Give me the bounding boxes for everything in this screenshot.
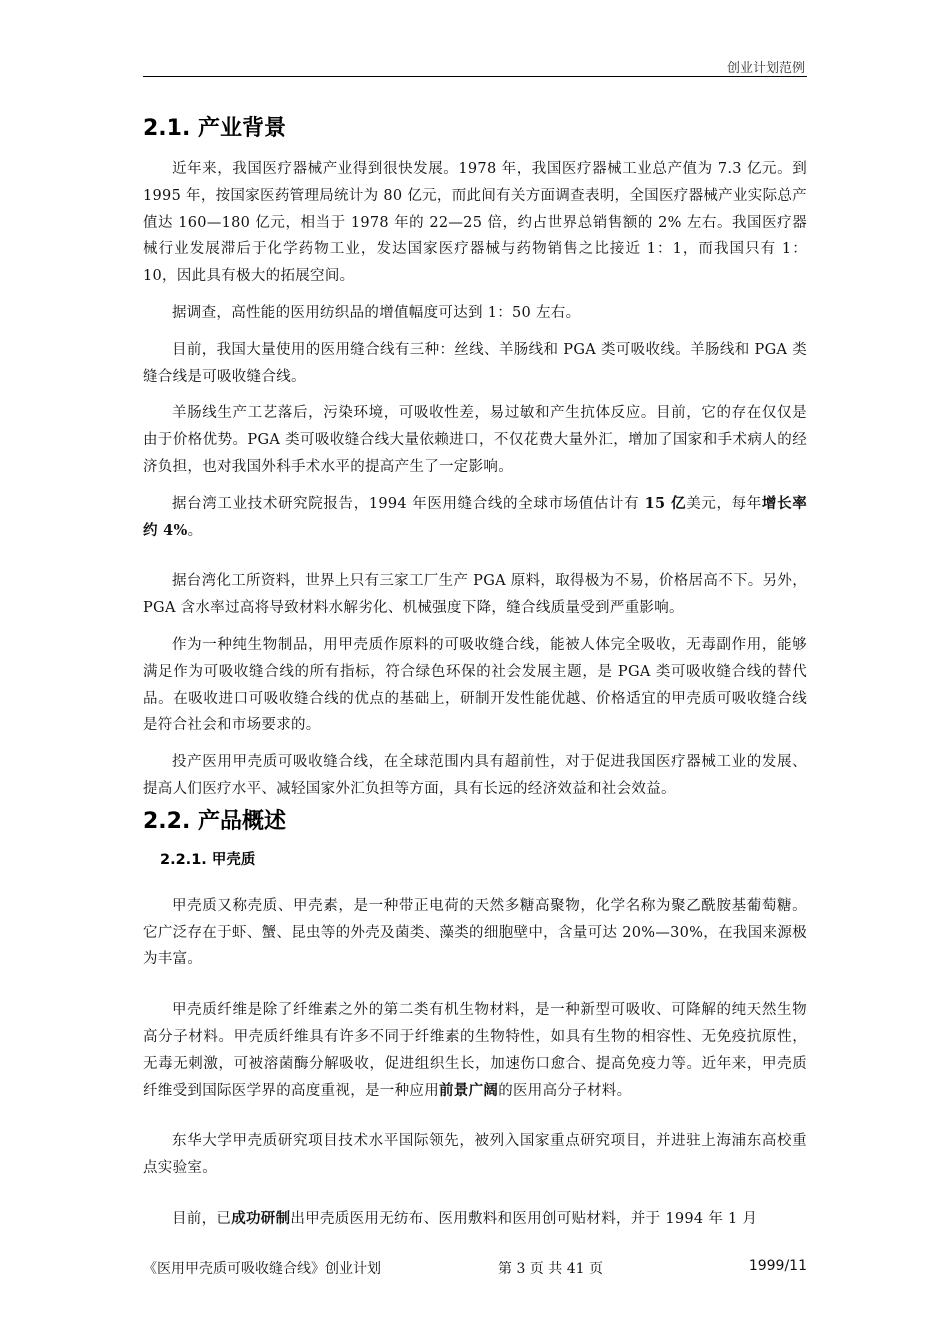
paragraph: 近年来，我国医疗器械产业得到很快发展。1978 年，我国医疗器械工业总产值为 7.3 亿元。到 1995 年，按国家医药管理局统计为 80 亿元，而此间有关方面调查表明，全国医疗器械产业实际总产值达 160—180 亿元，相当于 1978 年的 22—25 倍，约占世界总销售额的 2% 左右。我国医疗器械行业发展滞后于化学药物工业，发达国家医疗器械与药物销售之比接近 1：1，而我国只有 1：10，因此具有极大的拓展空间。 (143, 161, 807, 285)
paragraph-current-status (143, 1206, 807, 1233)
bold-text: 前景广阔 (439, 1081, 499, 1099)
running-header: 创业计划范例 (726, 61, 805, 76)
subsection-heading-chitin: 2.2.1. 甲壳质 (160, 851, 256, 868)
bold-text: 增长率约 4% (143, 494, 808, 539)
paragraph: 据调查，高性能的医用纺织品的增值幅度可达到 1：50 左右。 (172, 304, 581, 321)
paragraph: 目前，我国大量使用的医用缝合线有三种：丝线、羊肠线和 PGA 类可吸收线。羊肠线和 PGA 类缝合线是可吸收缝合线。 (143, 341, 807, 385)
text-run: 据台湾工业技术研究院报告，1994 年医用缝合线的全球市场值估计有 (172, 495, 645, 512)
paragraph: 据台湾化工所资料，世界上只有三家工厂生产 PGA 原料，取得极为不易，价格居高不下。另外，PGA 含水率过高将导致材料水解劣化、机械强度下降，缝合线质量受到严重影响。 (143, 573, 807, 617)
paragraph: 羊肠线生产工艺落后，污染环境，可吸收性差，易过敏和产生抗体反应。目前，它的存在仅仅是由于价格优势。PGA 类可吸收缝合线大量依赖进口，不仅花费大量外汇，增加了国家和手术病人的经济负担，也对我国外科手术水平的提高产生了一定影响。 (143, 405, 807, 475)
section-heading-industry-background: 2.1. 产业背景 (143, 116, 286, 141)
footer-document-title: 《医用甲壳质可吸收缝合线》创业计划 (143, 1261, 381, 1277)
text-run: 美元，每年 (686, 495, 762, 512)
section-heading-product-overview: 2.2. 产品概述 (143, 808, 286, 834)
bold-text: 成功研制 (231, 1209, 291, 1227)
paragraph: 作为一种纯生物制品，用甲壳质作原料的可吸收缝合线，能被人体完全吸收，无毒副作用，能够满足作为可吸收缝合线的所有指标，符合绿色环保的社会发展主题，是 PGA 类可吸收缝合线的替代品。在吸收进口可吸收缝合线的优点的基础上，研制开发性能优越、价格适宜的甲壳质可吸收缝合线是符合社会和市场要求的。 (143, 636, 807, 734)
text-run: 甲壳质纤维是除了纤维素之外的第二类有机生物材料，是一种新型可吸收、可降解的纯天然生物高分子材料。甲壳质纤维具有许多不同于纤维素的生物特性，如具有生物的相容性、无免疫抗原性，无毒无刺激，可被溶菌酶分解吸收，促进组织生长，加速伤口愈合、提高免疫力等。近年来，甲壳质纤维受到国际医学界的高度重视，是一种应用 (143, 1002, 807, 1099)
paragraph: 投产医用甲壳质可吸收缝合线，在全球范围内具有超前性，对于促进我国医疗器械工业的发展、提高人们医疗水平、减轻国家外汇负担等方面，具有长远的经济效益和社会效益。 (143, 754, 807, 797)
bold-text: 15 亿 (644, 494, 687, 512)
text-run: 目前，已 (172, 1210, 232, 1227)
header-rule (143, 76, 807, 77)
text-run: 。 (187, 522, 203, 539)
paragraph-chitin-fiber (143, 997, 807, 1104)
footer-date: 1999/11 (748, 1258, 807, 1274)
paragraph: 甲壳质又称壳质、甲壳素，是一种带正电荷的天然多糖高聚物，化学名称为聚乙酰胺基葡萄糖。它广泛存在于虾、蟹、昆虫等的外壳及菌类、藻类的细胞壁中，含量可达 20%—30%，在我国来源极为丰富。 (143, 897, 807, 968)
page-body (143, 112, 807, 1243)
paragraph: 东华大学甲壳质研究项目技术水平国际领先，被列入国家重点研究项目，并进驻上海浦东高校重点实验室。 (143, 1133, 807, 1177)
text-run: 的医用高分子材料。 (498, 1082, 632, 1099)
text-run: 出甲壳质医用无纺布、医用敷料和医用创可贴材料，并于 1994 年 1 月 (290, 1210, 758, 1227)
footer-page-number: 第 3 页 共 41 页 (498, 1261, 603, 1277)
paragraph-market-report (143, 491, 807, 545)
